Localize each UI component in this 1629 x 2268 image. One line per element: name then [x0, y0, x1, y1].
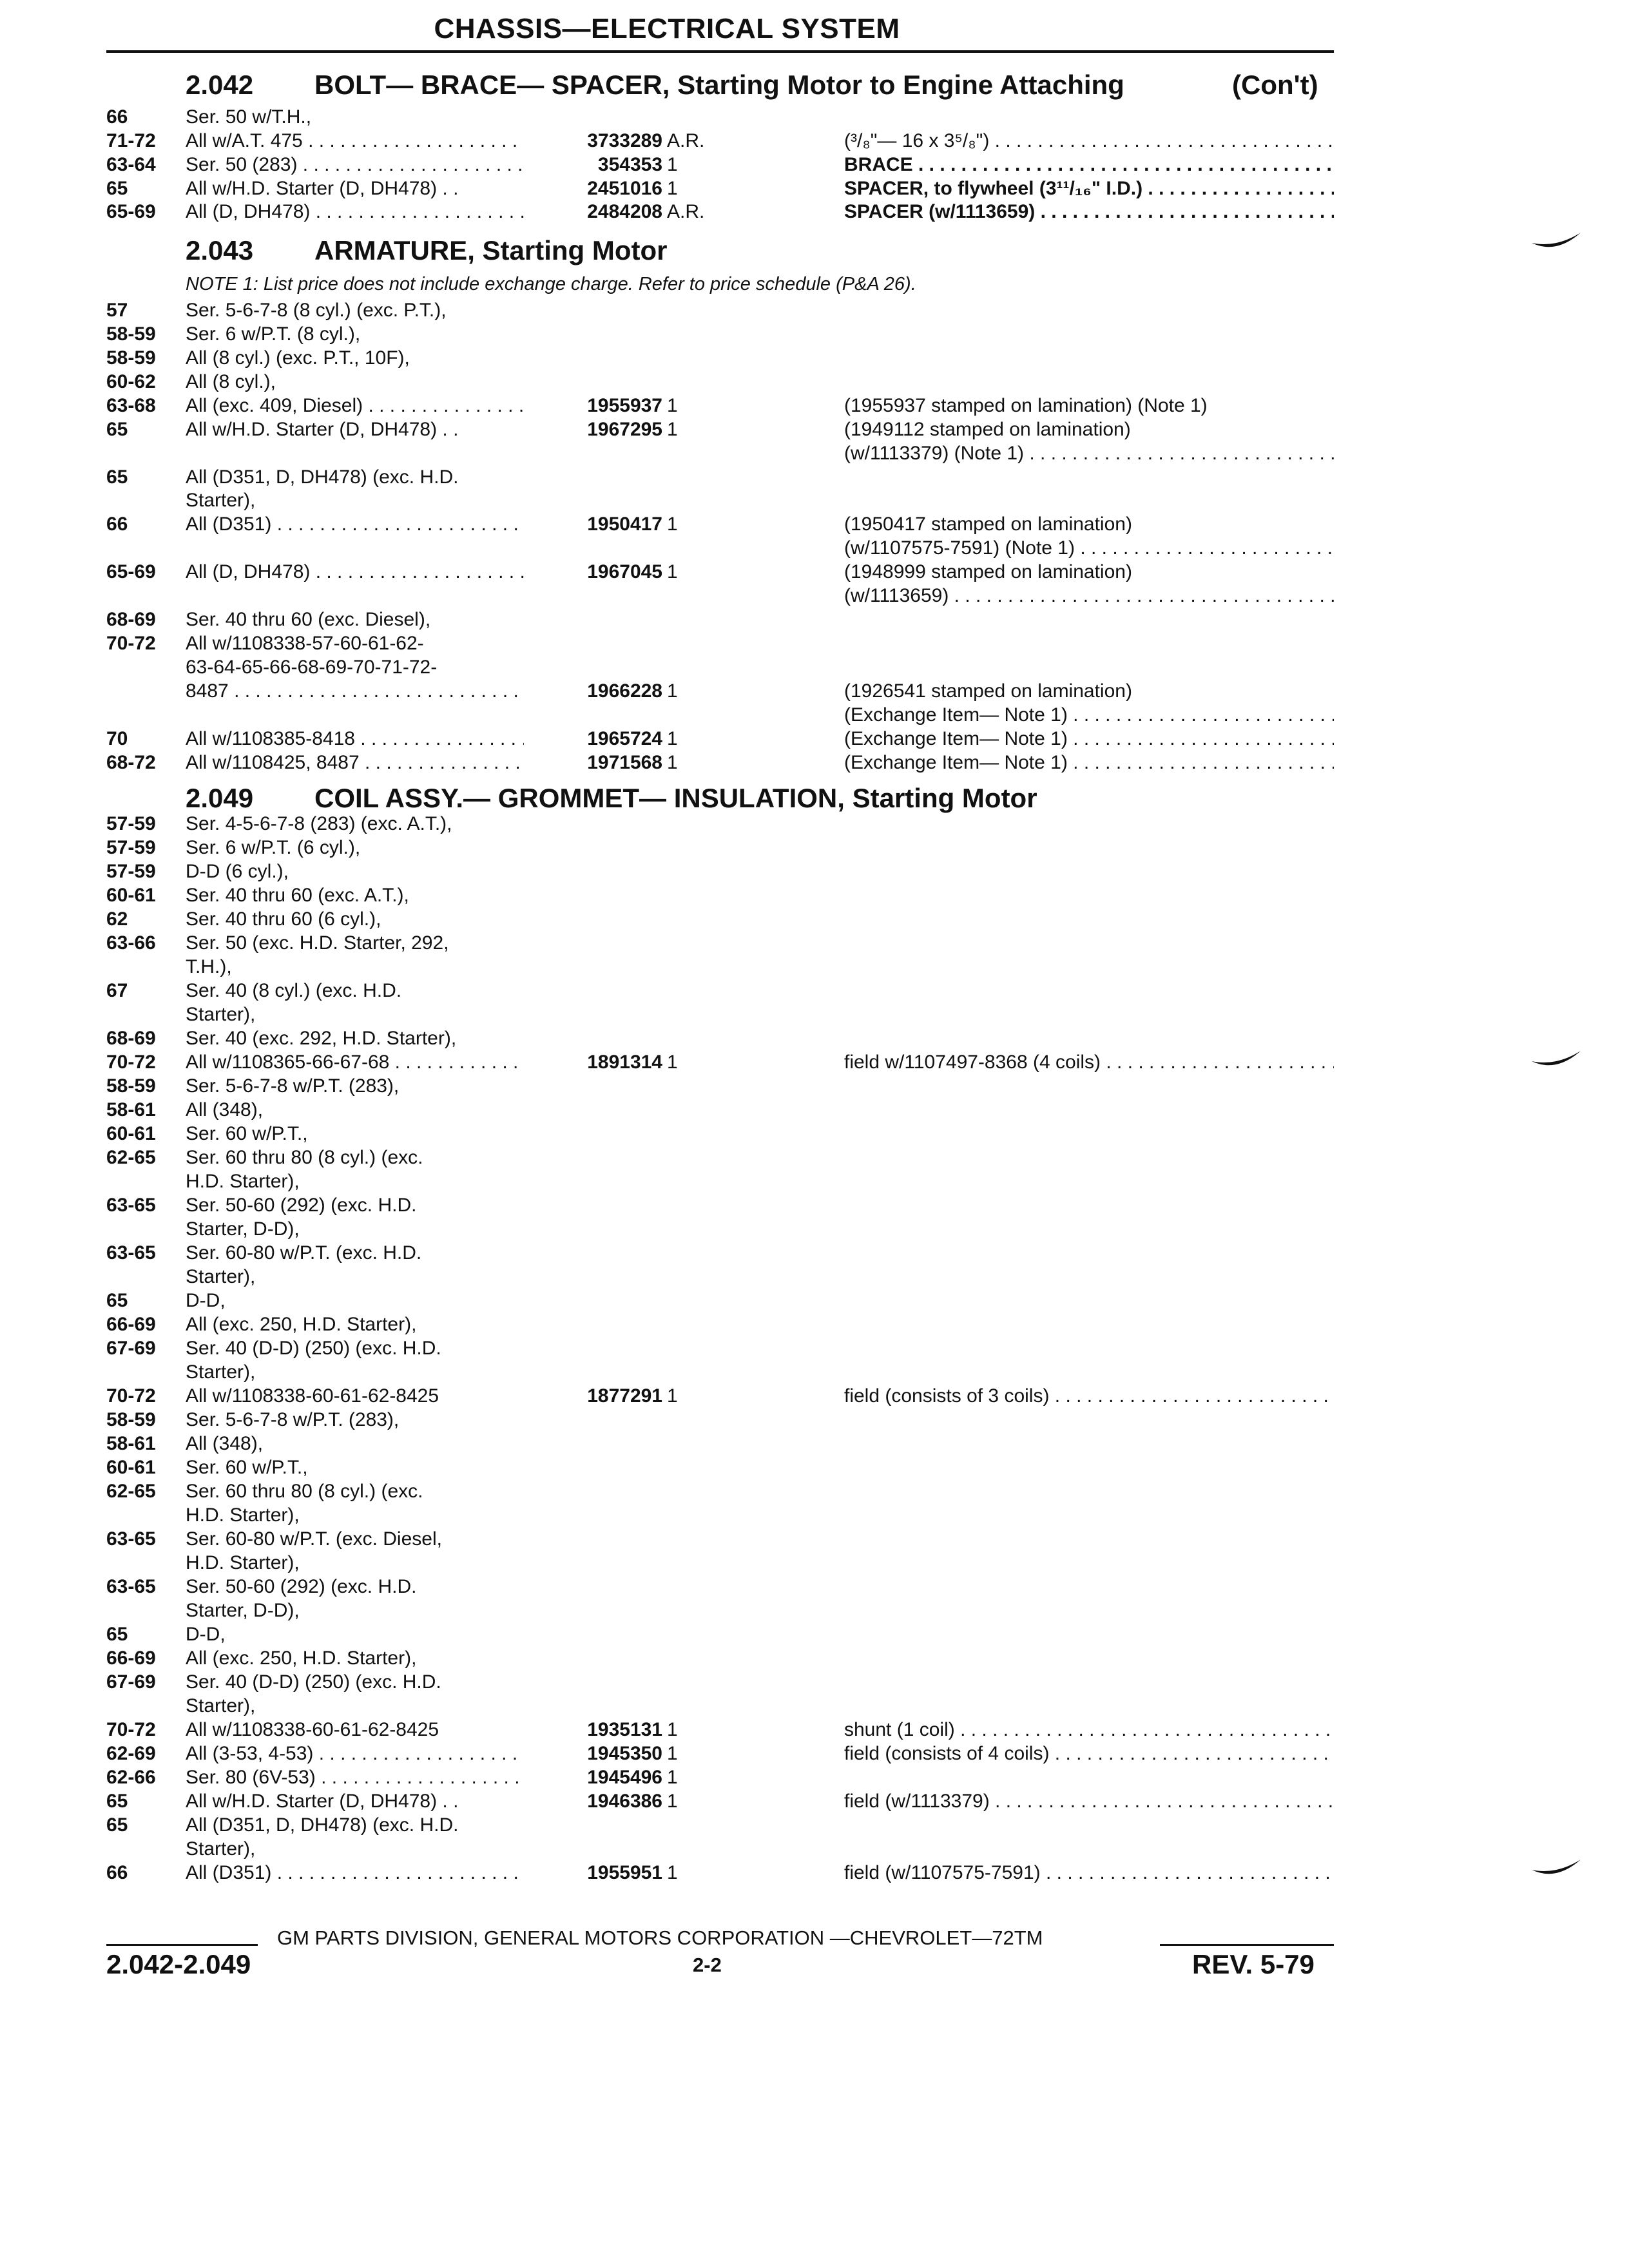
application-cell: Starter),	[186, 1695, 256, 1716]
application-cell: Ser. 60-80 w/P.T. (exc. H.D.	[186, 1242, 422, 1264]
description-cell: SPACER (w/1113659) . . .	[844, 201, 1334, 223]
application-cell: All w/H.D. Starter (D, DH478) . .	[186, 419, 459, 440]
application-cell: All w/H.D. Starter (D, DH478) . .	[186, 1791, 459, 1812]
year-cell: 63-66	[106, 932, 156, 954]
year-cell: 63-65	[106, 1195, 156, 1216]
footer-rule-left	[106, 1944, 258, 1946]
description-cell: (w/1107575-7591) (Note 1) . . .	[844, 537, 1334, 559]
year-cell: 63-65	[106, 1576, 156, 1597]
section-number: 2.043	[186, 235, 254, 265]
section-heading-2043	[186, 235, 668, 266]
description-cell: SPACER, to flywheel (3¹¹/₁₆" I.D.) . . .	[844, 178, 1334, 200]
application-cell: D-D (6 cyl.),	[186, 861, 289, 882]
year-cell: 70	[106, 728, 128, 749]
application-cell: All w/H.D. Starter (D, DH478) . .	[186, 178, 459, 199]
year-cell: 62-65	[106, 1481, 156, 1502]
application-cell: Starter),	[186, 1361, 256, 1383]
part-number-cell: 1971568	[587, 752, 662, 773]
application-cell: Ser. 5-6-7-8 w/P.T. (283),	[186, 1075, 400, 1097]
year-cell: 67	[106, 980, 128, 1001]
footer-revision: REV. 5-79	[1192, 1949, 1315, 1979]
part-number-cell: 1935131	[587, 1719, 662, 1740]
quantity-cell: 1	[667, 178, 678, 199]
application-cell: All w/1108338-57-60-61-62-	[186, 633, 424, 654]
year-cell: 66	[106, 106, 128, 128]
description-cell: (³/₈"— 16 x 3⁵/₈") . . .	[844, 130, 1334, 152]
description-cell: (1948999 stamped on lamination)	[844, 561, 1132, 582]
part-number-cell: 2484208	[587, 201, 662, 222]
part-number-cell: 3733289	[587, 130, 662, 151]
year-cell: 62-65	[106, 1147, 156, 1168]
application-cell: Starter),	[186, 1004, 256, 1025]
year-cell: 70-72	[106, 1385, 156, 1407]
year-cell: 65	[106, 419, 128, 440]
year-cell: 65	[106, 1791, 128, 1812]
description-cell: field w/1107497-8368 (4 coils) . . .	[844, 1052, 1334, 1073]
header-rule	[106, 50, 1334, 53]
quantity-cell: A.R.	[667, 201, 705, 222]
year-cell: 62-66	[106, 1767, 156, 1788]
part-number-cell: 1967045	[587, 561, 662, 582]
part-number-cell: 1946386	[587, 1791, 662, 1812]
application-cell: Ser. 50 w/T.H.,	[186, 106, 312, 128]
part-number-cell: 1967295	[587, 419, 662, 440]
application-cell: Starter),	[186, 490, 256, 511]
year-cell: 60-61	[106, 1457, 156, 1478]
description-cell: shunt (1 coil) . . .	[844, 1719, 1334, 1741]
description-cell: (w/1113379) (Note 1) . . .	[844, 443, 1334, 465]
application-cell: All w/1108425, 8487 . . .	[186, 752, 524, 774]
description-cell: (w/1113659) . . .	[844, 585, 1334, 607]
year-cell: 57-59	[106, 837, 156, 858]
part-number-cell: 1965724	[587, 728, 662, 749]
year-cell: 70-72	[106, 1719, 156, 1740]
part-number-cell: 2451016	[587, 178, 662, 199]
application-cell: H.D. Starter),	[186, 1552, 300, 1573]
description-cell: (Exchange Item— Note 1) . . .	[844, 728, 1334, 750]
footer-page-number: 2-2	[693, 1954, 722, 1976]
application-cell: Ser. 40 thru 60 (6 cyl.),	[186, 908, 381, 930]
application-cell: All w/A.T. 475 . . .	[186, 130, 524, 152]
binder-hole-mark	[1530, 229, 1582, 255]
application-cell: Ser. 40 (D-D) (250) (exc. H.D.	[186, 1338, 441, 1359]
application-cell: Ser. 4-5-6-7-8 (283) (exc. A.T.),	[186, 813, 452, 834]
description-cell: field (consists of 3 coils) . . .	[844, 1385, 1334, 1407]
year-cell: 58-61	[106, 1099, 156, 1120]
year-cell: 57	[106, 300, 128, 321]
quantity-cell: 1	[667, 395, 678, 416]
description-cell: (Exchange Item— Note 1) . . .	[844, 704, 1334, 726]
application-cell: Ser. 50-60 (292) (exc. H.D.	[186, 1195, 417, 1216]
quantity-cell: 1	[667, 419, 678, 440]
binder-hole-mark	[1530, 1856, 1582, 1881]
part-number-cell: 354353	[597, 154, 662, 175]
application-cell: D-D,	[186, 1624, 226, 1645]
year-cell: 66-69	[106, 1314, 156, 1335]
year-cell: 67-69	[106, 1338, 156, 1359]
application-cell: Starter),	[186, 1838, 256, 1860]
part-number-cell: 1955951	[587, 1862, 662, 1883]
application-cell: All (D, DH478) . . .	[186, 201, 524, 223]
application-cell: Ser. 60-80 w/P.T. (exc. Diesel,	[186, 1528, 442, 1550]
application-cell: Starter),	[186, 1266, 256, 1287]
year-cell: 60-61	[106, 1123, 156, 1144]
year-cell: 62-69	[106, 1743, 156, 1764]
year-cell: 58-59	[106, 1409, 156, 1430]
footer-corporation: GM PARTS DIVISION, GENERAL MOTORS CORPORATION —CHEVROLET—72TM	[277, 1927, 1043, 1949]
application-cell: All (D351) . . .	[186, 514, 524, 535]
section-heading-2049	[186, 783, 1037, 814]
application-cell: Ser. 40 (8 cyl.) (exc. H.D.	[186, 980, 402, 1001]
quantity-cell: 1	[667, 154, 678, 175]
year-cell: 68-69	[106, 1028, 156, 1049]
section-number: 2.042	[186, 70, 254, 100]
application-cell: All w/1108338-60-61-62-8425	[186, 1385, 439, 1407]
year-cell: 58-59	[106, 1075, 156, 1097]
application-cell: Ser. 60 thru 80 (8 cyl.) (exc.	[186, 1147, 423, 1168]
year-cell: 58-59	[106, 347, 156, 369]
application-cell: All w/1108385-8418 . . .	[186, 728, 524, 750]
part-number-cell: 1966228	[587, 680, 662, 702]
year-cell: 60-62	[106, 371, 156, 392]
application-cell: Ser. 60 thru 80 (8 cyl.) (exc.	[186, 1481, 423, 1502]
application-cell: Starter, D-D),	[186, 1600, 300, 1621]
description-cell: field (consists of 4 coils) . . .	[844, 1743, 1334, 1765]
quantity-cell: A.R.	[667, 130, 705, 151]
application-cell: All w/1108365-66-67-68 . . .	[186, 1052, 524, 1073]
year-cell: 70-72	[106, 633, 156, 654]
application-cell: All (exc. 250, H.D. Starter),	[186, 1648, 417, 1669]
year-cell: 57-59	[106, 861, 156, 882]
section-heading-2042	[186, 70, 1124, 101]
year-cell: 65	[106, 1814, 128, 1836]
application-cell: All (348),	[186, 1433, 264, 1454]
footer-rule-right	[1160, 1944, 1334, 1946]
part-number-cell: 1950417	[587, 514, 662, 535]
application-cell: H.D. Starter),	[186, 1504, 300, 1526]
description-cell: BRACE . . .	[844, 154, 1334, 176]
year-cell: 65-69	[106, 561, 156, 582]
quantity-cell: 1	[667, 1719, 678, 1740]
application-cell: Ser. 50-60 (292) (exc. H.D.	[186, 1576, 417, 1597]
application-cell: Ser. 6 w/P.T. (6 cyl.),	[186, 837, 361, 858]
year-cell: 63-64	[106, 154, 156, 175]
year-cell: 63-65	[106, 1242, 156, 1264]
quantity-cell: 1	[667, 752, 678, 773]
application-cell: All w/1108338-60-61-62-8425	[186, 1719, 439, 1740]
year-cell: 66-69	[106, 1648, 156, 1669]
part-number-cell: 1891314	[587, 1052, 662, 1073]
year-cell: 65	[106, 1290, 128, 1311]
part-number-cell: 1955937	[587, 395, 662, 416]
application-cell: H.D. Starter),	[186, 1171, 300, 1192]
year-cell: 67-69	[106, 1671, 156, 1693]
section-title: BOLT— BRACE— SPACER, Starting Motor to Engine Attaching	[314, 70, 1124, 100]
continued-label: (Con't)	[1232, 70, 1318, 100]
quantity-cell: 1	[667, 1791, 678, 1812]
application-cell: Ser. 6 w/P.T. (8 cyl.),	[186, 323, 361, 345]
year-cell: 65-69	[106, 201, 156, 222]
application-cell: Ser. 40 thru 60 (exc. Diesel),	[186, 609, 431, 630]
application-cell: All (exc. 409, Diesel) . . .	[186, 395, 524, 417]
application-cell: All (D, DH478) . . .	[186, 561, 524, 583]
application-cell: All (8 cyl.),	[186, 371, 276, 392]
quantity-cell: 1	[667, 1862, 678, 1883]
description-cell: field (w/1113379) . . .	[844, 1791, 1334, 1812]
year-cell: 66	[106, 1862, 128, 1883]
page-title: CHASSIS—ELECTRICAL SYSTEM	[434, 13, 900, 44]
application-cell: Ser. 40 thru 60 (exc. A.T.),	[186, 885, 409, 906]
year-cell: 65	[106, 466, 128, 488]
application-cell: Ser. 40 (D-D) (250) (exc. H.D.	[186, 1671, 441, 1693]
section-title: ARMATURE, Starting Motor	[314, 235, 668, 265]
part-number-cell: 1877291	[587, 1385, 662, 1407]
year-cell: 65	[106, 178, 128, 199]
year-cell: 62	[106, 908, 128, 930]
quantity-cell: 1	[667, 1052, 678, 1073]
application-cell: All (D351, D, DH478) (exc. H.D.	[186, 466, 459, 488]
part-number-cell: 1945350	[587, 1743, 662, 1764]
year-cell: 68-69	[106, 609, 156, 630]
application-cell: All (D351, D, DH478) (exc. H.D.	[186, 1814, 459, 1836]
application-cell: All (exc. 250, H.D. Starter),	[186, 1314, 417, 1335]
description-cell: field (w/1107575-7591) . . .	[844, 1862, 1334, 1884]
quantity-cell: 1	[667, 561, 678, 582]
year-cell: 57-59	[106, 813, 156, 834]
quantity-cell: 1	[667, 1385, 678, 1407]
application-cell: Ser. 50 (283) . . .	[186, 154, 524, 176]
description-cell: (1949112 stamped on lamination)	[844, 419, 1131, 440]
description-cell: (1926541 stamped on lamination)	[844, 680, 1132, 702]
year-cell: 65	[106, 1624, 128, 1645]
application-cell: All (3-53, 4-53) . . .	[186, 1743, 524, 1765]
year-cell: 63-68	[106, 395, 156, 416]
quantity-cell: 1	[667, 514, 678, 535]
application-cell: Ser. 40 (exc. 292, H.D. Starter),	[186, 1028, 457, 1049]
quantity-cell: 1	[667, 1743, 678, 1764]
application-cell: Starter, D-D),	[186, 1218, 300, 1240]
year-cell: 71-72	[106, 130, 156, 151]
description-cell: (Exchange Item— Note 1) . . .	[844, 752, 1334, 774]
year-cell: 66	[106, 514, 128, 535]
quantity-cell: 1	[667, 680, 678, 702]
application-cell: Ser. 5-6-7-8 (8 cyl.) (exc. P.T.),	[186, 300, 447, 321]
application-cell: D-D,	[186, 1290, 226, 1311]
application-cell: 63-64-65-66-68-69-70-71-72-	[186, 657, 438, 678]
quantity-cell: 1	[667, 728, 678, 749]
year-cell: 63-65	[106, 1528, 156, 1550]
application-cell: Ser. 80 (6V-53) . . .	[186, 1767, 524, 1789]
year-cell: 68-72	[106, 752, 156, 773]
binder-hole-mark	[1530, 1047, 1582, 1073]
quantity-cell: 1	[667, 1767, 678, 1788]
section-title: COIL ASSY.— GROMMET— INSULATION, Starting Motor	[314, 783, 1037, 813]
description-cell: (1955937 stamped on lamination) (Note 1)	[844, 395, 1208, 416]
year-cell: 70-72	[106, 1052, 156, 1073]
year-cell: 58-61	[106, 1433, 156, 1454]
application-cell: All (8 cyl.) (exc. P.T., 10F),	[186, 347, 410, 369]
part-number-cell: 1945496	[587, 1767, 662, 1788]
application-cell: All (348),	[186, 1099, 264, 1120]
footer-section-range: 2.042-2.049	[106, 1949, 251, 1979]
application-cell: Ser. 5-6-7-8 w/P.T. (283),	[186, 1409, 400, 1430]
section-note: NOTE 1: List price does not include exchange charge. Refer to price schedule (P&A 26).	[186, 274, 916, 294]
application-cell: All (D351) . . .	[186, 1862, 524, 1884]
application-cell: Ser. 50 (exc. H.D. Starter, 292,	[186, 932, 449, 954]
section-number: 2.049	[186, 783, 254, 813]
description-cell: (1950417 stamped on lamination)	[844, 514, 1132, 535]
application-cell: T.H.),	[186, 956, 232, 977]
year-cell: 58-59	[106, 323, 156, 345]
application-cell: 8487 . . .	[186, 680, 524, 702]
application-cell: Ser. 60 w/P.T.,	[186, 1123, 308, 1144]
application-cell: Ser. 60 w/P.T.,	[186, 1457, 308, 1478]
year-cell: 60-61	[106, 885, 156, 906]
